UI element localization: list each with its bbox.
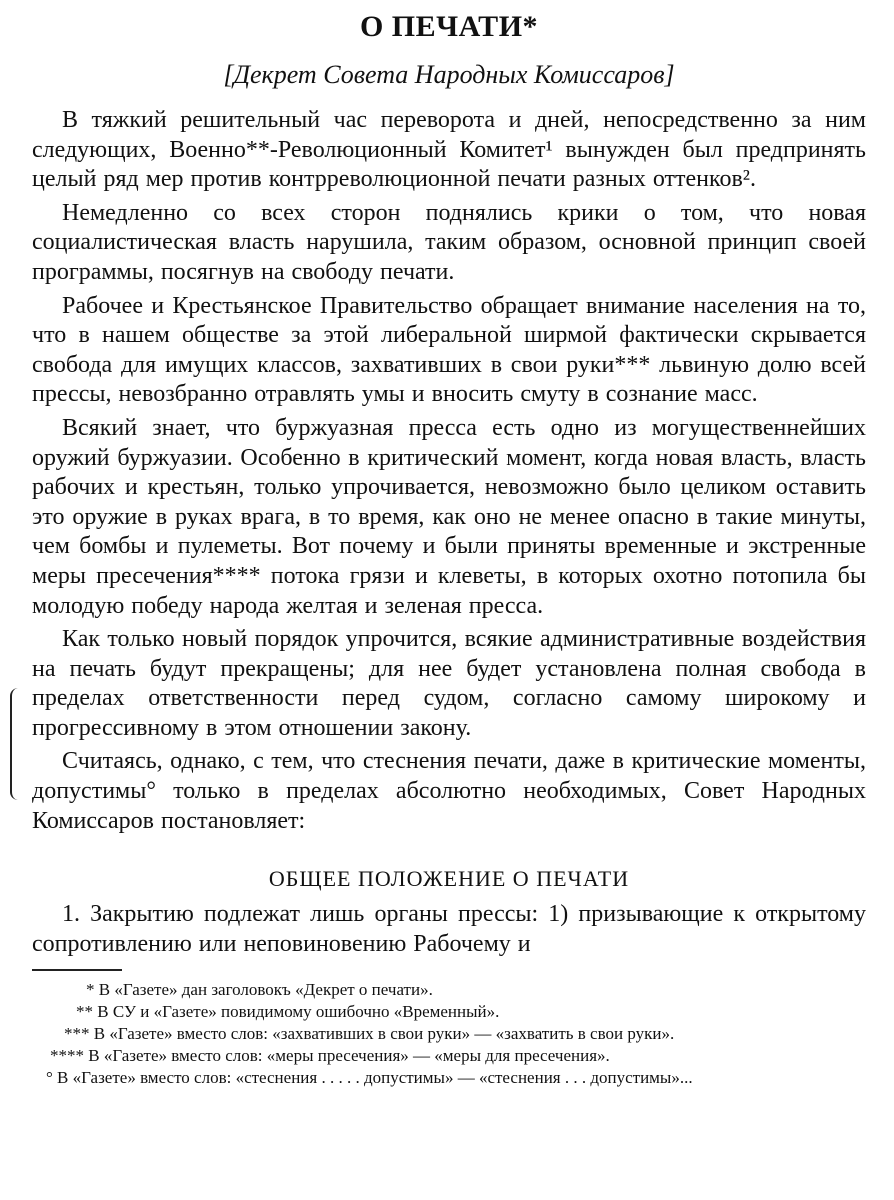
- footnote-3: *** В «Газете» вместо слов: «захвативших в свои руки» — «захватить в свои руки».: [64, 1024, 675, 1044]
- footnote-1: * В «Газете» дан заголовокъ «Декрет о печати».: [86, 980, 433, 1000]
- section-heading: ОБЩЕЕ ПОЛОЖЕНИЕ О ПЕЧАТИ: [268, 866, 630, 892]
- decree-subtitle: [Декрет Совета Народных Комиссаров]: [223, 60, 675, 89]
- decree-body: [32, 106, 866, 836]
- page-title: О ПЕЧАТИ*: [359, 10, 539, 43]
- paragraph-5: Как только новый порядок упрочится, всякие административные воздействия на печать будут прекращены; для нее будет установлена полная свобода в пределах ответственности перед судом, согласно самому широкому и прогрессивному в этом отношении закону.: [32, 626, 866, 741]
- footnote-2: ** В СУ и «Газете» повидимому ошибочно «Временный».: [76, 1002, 500, 1022]
- footnotes: [32, 979, 866, 1089]
- footnote-divider: [32, 969, 122, 971]
- footnote-5: ° В «Газете» вместо слов: «стеснения . . . . . допустимы» — «стеснения . . . допустимы»...: [46, 1068, 693, 1088]
- clause-1: 1. Закрытию подлежат лишь органы прессы: 1) призывающие к открытому сопротивлению или неповиновению Рабочему и: [32, 901, 866, 957]
- paragraph-1: В тяжкий решительный час переворота и дней, непосредственно за ним следующих, Военно**-Революционный Комитет¹ вынужден был предпринять целый ряд мер против контрреволюционной печати разных оттенков².: [32, 107, 866, 193]
- paragraph-2: Немедленно со всех сторон поднялись крики о том, что новая социалистическая власть нарушила, таким образом, основной принцип своей программы, посягнув на свободу печати.: [32, 199, 866, 285]
- margin-bracket-mark: [10, 688, 22, 800]
- paragraph-3: Рабочее и Крестьянское Правительство обращает внимание населения на то, что в нашем обществе за этой либеральной ширмой фактически скрывается свобода для имущих классов, захвативших в свои руки*** львиную долю всей прессы, невозбранно отравлять умы и вносить смуту в сознание масс.: [32, 292, 866, 408]
- paragraph-4: Всякий знает, что буржуазная пресса есть одно из могущественнейших оружий буржуазии. Особенно в критический момент, когда новая власть, власть рабочих и крестьян, только упрочивается, невозможно было целиком оставить это оружие в руках врага, в то время, как оно не менее опасно в такие минуты, чем бомбы и пулеметы. Вот почему и были приняты временные и экстренные меры пресечения**** потока грязи и клеветы, в которых охотно потопила бы молодую победу народа желтая и зеленая пресса.: [32, 414, 866, 619]
- paragraph-6: Считаясь, однако, с тем, что стеснения печати, даже в критические моменты, допустимы° только в пределах абсолютно необходимых, Совет Народных Комиссаров постановляет:: [32, 748, 866, 834]
- footnote-4: **** В «Газете» вместо слов: «меры пресечения» — «меры для пресечения».: [50, 1046, 610, 1066]
